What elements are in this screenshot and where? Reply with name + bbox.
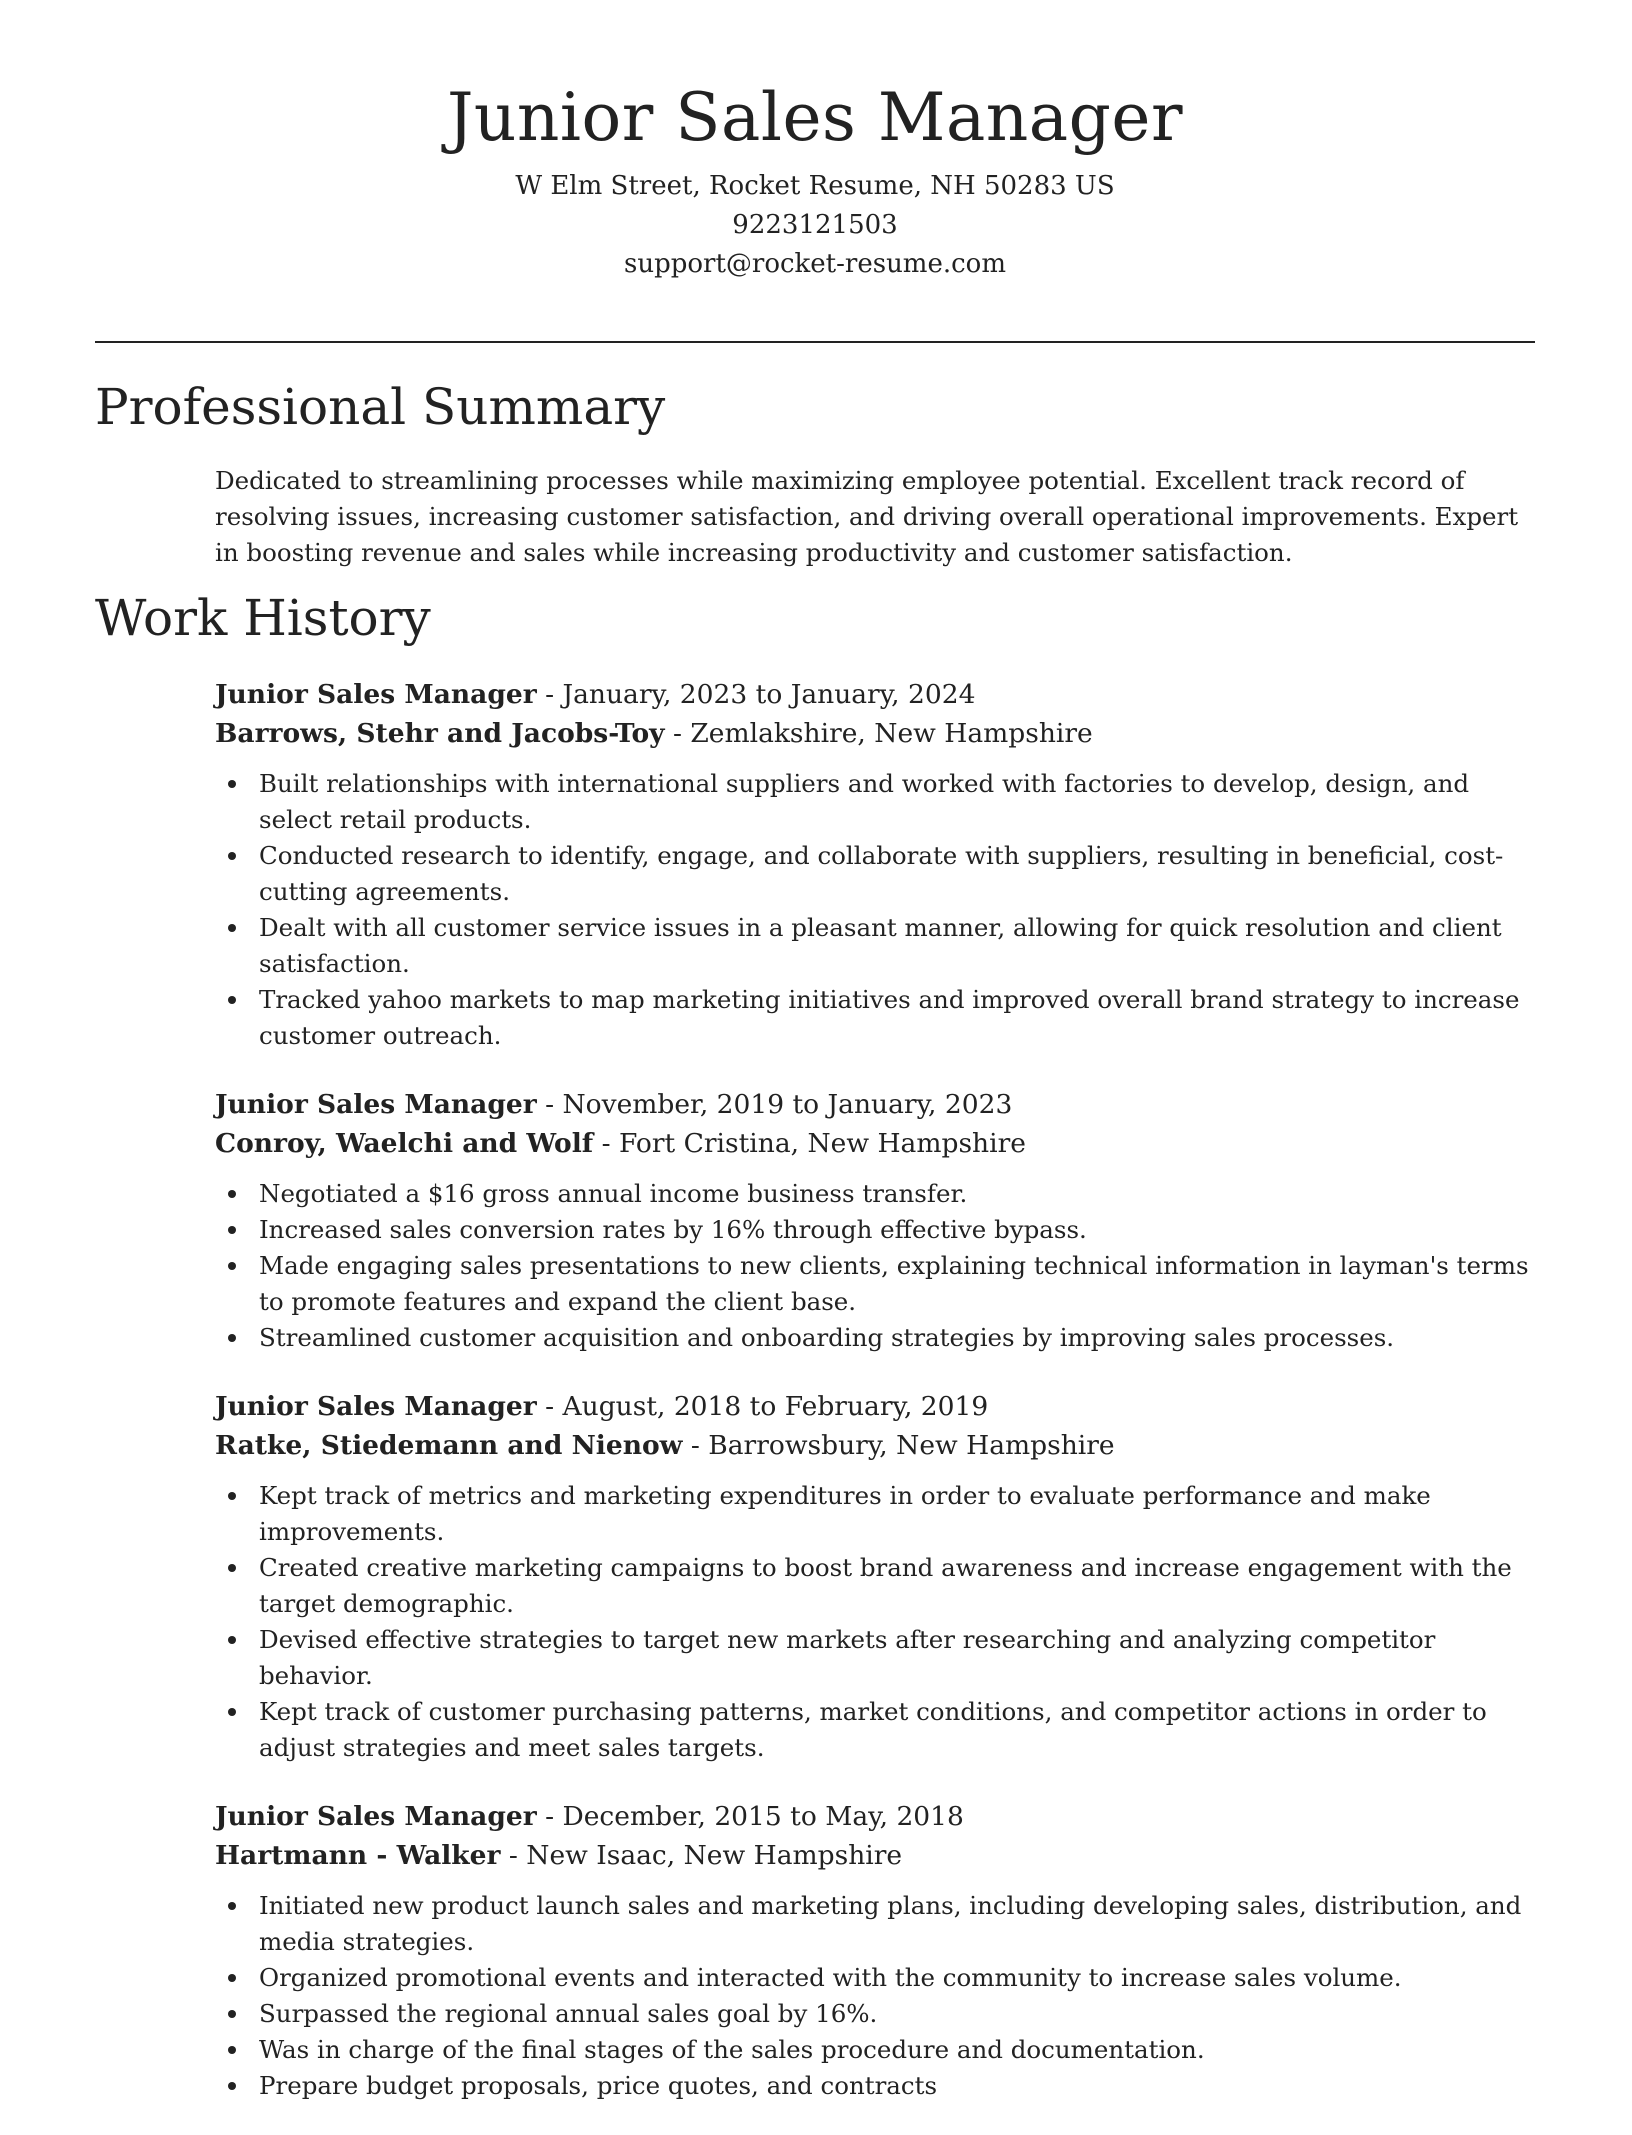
job-company: Ratke, Stiedemann and Nienow [215,1430,683,1461]
job-bullet: Prepare budget proposals, price quotes, and contracts [259,2068,1535,2104]
job-bullet: Initiated new product launch sales and marketing plans, including developing sales, distribution, and media strategies. [259,1888,1535,1960]
job-bullet: Surpassed the regional annual sales goal by 16%. [259,1996,1535,2032]
summary-text: Dedicated to streamlining processes while maximizing employee potential. Excellent track record of resolving issues, increasing customer satisfaction, and driving overall operational improvements. Expert in boosting revenue and sales while increasing productivity and customer satisfaction. [215,466,1519,567]
job-bullets [215,1176,1535,1356]
job-company-line [215,1836,1535,1875]
job-company: Conroy, Waelchi and Wolf [215,1128,594,1159]
resume-header [95,78,1535,284]
job-bullets [215,1478,1535,1766]
job-dates: - November, 2019 to January, 2023 [536,1089,1013,1120]
job-role: Junior Sales Manager [215,1089,537,1120]
job-entry [215,675,1535,1054]
job-title-line [215,1387,1535,1426]
job-dates: - August, 2018 to February, 2019 [536,1391,989,1422]
job-dates: - December, 2015 to May, 2018 [536,1801,964,1832]
job-bullet: Built relationships with international suppliers and worked with factories to develop, design, and select retail products. [259,766,1535,838]
job-entry [215,1797,1535,2104]
job-company-line [215,1426,1535,1465]
job-bullet: Dealt with all customer service issues in a pleasant manner, allowing for quick resolution and client satisfaction. [259,910,1535,982]
job-bullet: Kept track of customer purchasing patterns, market conditions, and competitor actions in order to adjust strategies and meet sales targets. [259,1694,1535,1766]
job-company: Hartmann - Walker [215,1840,501,1871]
job-title-line [215,1797,1535,1836]
job-entry [215,1387,1535,1766]
job-role: Junior Sales Manager [215,679,537,710]
job-bullet: Organized promotional events and interacted with the community to increase sales volume. [259,1960,1535,1996]
job-bullets [215,1888,1535,2104]
job-company: Barrows, Stehr and Jacobs-Toy [215,718,665,749]
job-entry [215,1085,1535,1356]
summary-heading: Professional Summary [95,378,666,436]
job-bullet: Tracked yahoo markets to map marketing initiatives and improved overall brand strategy to increase customer outreach. [259,982,1535,1054]
contact-phone: 9223121503 [732,210,898,241]
job-role: Junior Sales Manager [215,1801,537,1832]
job-bullet: Made engaging sales presentations to new clients, explaining technical information in layman's terms to promote features and expand the client base. [259,1248,1535,1320]
job-bullet: Was in charge of the final stages of the sales procedure and documentation. [259,2032,1535,2068]
job-location: - Barrowsbury, New Hampshire [682,1430,1115,1461]
job-bullet: Devised effective strategies to target new markets after researching and analyzing competitor behavior. [259,1622,1535,1694]
job-company-line [215,714,1535,753]
job-company-line [215,1124,1535,1163]
job-title-line [215,675,1535,714]
job-bullet: Kept track of metrics and marketing expenditures in order to evaluate performance and make improvements. [259,1478,1535,1550]
contact-address: W Elm Street, Rocket Resume, NH 50283 US [515,171,1115,202]
job-bullet: Increased sales conversion rates by 16% through effective bypass. [259,1212,1535,1248]
contact-info [95,167,1535,284]
job-location: - Fort Cristina, New Hampshire [593,1128,1026,1159]
work-history-list [215,675,1535,2135]
job-dates: - January, 2023 to January, 2024 [536,679,976,710]
job-title-line [215,1085,1535,1124]
job-bullet: Conducted research to identify, engage, and collaborate with suppliers, resulting in beneficial, cost-cutting agreements. [259,838,1535,910]
candidate-name: Junior Sales Manager [446,79,1184,156]
job-bullet: Negotiated a $16 gross annual income business transfer. [259,1176,1535,1212]
job-location: - New Isaac, New Hampshire [500,1840,903,1871]
job-location: - Zemlakshire, New Hampshire [664,718,1093,749]
job-bullet: Streamlined customer acquisition and onboarding strategies by improving sales processes. [259,1320,1535,1356]
work-history-heading: Work History [95,589,431,647]
job-bullet: Created creative marketing campaigns to boost brand awareness and increase engagement with the target demographic. [259,1550,1535,1622]
job-role: Junior Sales Manager [215,1391,537,1422]
job-bullets [215,766,1535,1054]
contact-email: support@rocket-resume.com [623,249,1006,280]
header-divider [95,341,1535,343]
